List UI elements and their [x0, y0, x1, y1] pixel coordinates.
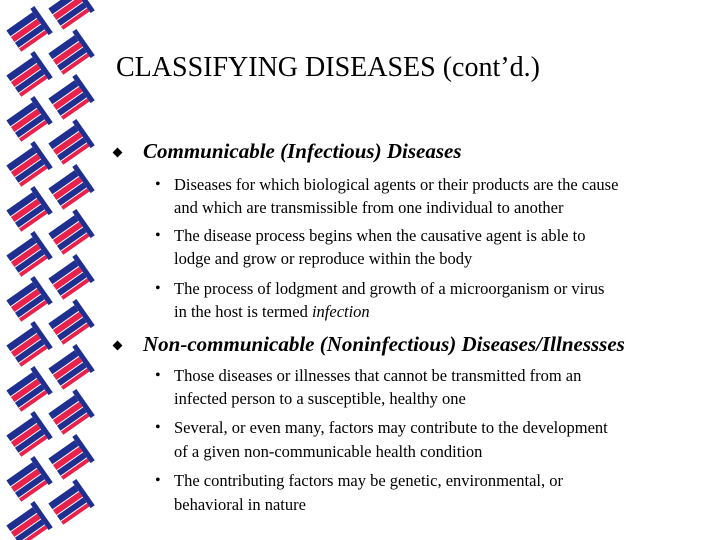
section-heading-communicable: Communicable (Infectious) Diseases [143, 139, 462, 163]
bullet-text: infected person to a susceptible, healthy one [174, 389, 466, 408]
bullet-text: The process of lodgment and growth of a microorganism or virus [174, 279, 605, 298]
slide-title: CLASSIFYING DISEASES (cont’d.) [116, 52, 540, 83]
section-heading-noncommunicable: Non-communicable (Noninfectious) Diseases/Illnessses [143, 332, 625, 356]
border-flag-icon [4, 366, 53, 413]
border-flag-icon [46, 254, 95, 301]
bullet-text: Several, or even many, factors may contribute to the development [174, 418, 608, 437]
emphasis-term: infection [311, 302, 370, 321]
border-flag-icon [46, 389, 95, 436]
bullet-icon: • [155, 280, 161, 297]
border-flag-icon [46, 29, 95, 76]
border-flag-icon [46, 74, 95, 121]
bullet-icon: • [155, 367, 161, 384]
bullet-text: Those diseases or illnesses that cannot be transmitted from an [174, 366, 582, 385]
border-flag-icon [46, 209, 95, 256]
bullet-icon: • [155, 472, 161, 489]
border-flag-icon [4, 411, 53, 458]
border-flag-icon [4, 456, 53, 503]
border-flag-icon [4, 501, 53, 540]
bullet-icon: • [155, 176, 161, 193]
section-bullet-icon [113, 148, 123, 158]
bullet-text: of a given non-communicable health condition [174, 442, 483, 461]
decorative-border [0, 0, 110, 540]
border-flag-icon [4, 96, 53, 143]
border-flag-icon [46, 479, 95, 526]
bullet-text: in the host is termed [174, 302, 312, 321]
bullet-text: behavioral in nature [174, 495, 306, 514]
border-flag-icon [4, 321, 53, 368]
section-bullet-icon [113, 341, 123, 351]
bullet-icon: • [155, 227, 161, 244]
border-flag-icon [4, 6, 53, 53]
border-flag-icon [4, 276, 53, 323]
border-flag-icon [4, 141, 53, 188]
border-flag-icon [46, 164, 95, 211]
border-flag-icon [46, 0, 95, 31]
bullet-text: lodge and grow or reproduce within the body [174, 249, 473, 268]
border-flag-icon [46, 434, 95, 481]
bullet-icon: • [155, 419, 161, 436]
bullet-text: Diseases for which biological agents or their products are the cause [174, 175, 619, 194]
border-flag-icon [4, 231, 53, 278]
border-flag-icon [46, 344, 95, 391]
border-flag-icon [4, 186, 53, 233]
border-flag-icon [4, 51, 53, 98]
border-flag-icon [46, 299, 95, 346]
bullet-text-with-emphasis [174, 300, 370, 324]
bullet-text: The contributing factors may be genetic, environmental, or [174, 471, 563, 490]
bullet-text: The disease process begins when the causative agent is able to [174, 226, 586, 245]
border-flag-icon [46, 119, 95, 166]
bullet-text: and which are transmissible from one individual to another [174, 198, 564, 217]
